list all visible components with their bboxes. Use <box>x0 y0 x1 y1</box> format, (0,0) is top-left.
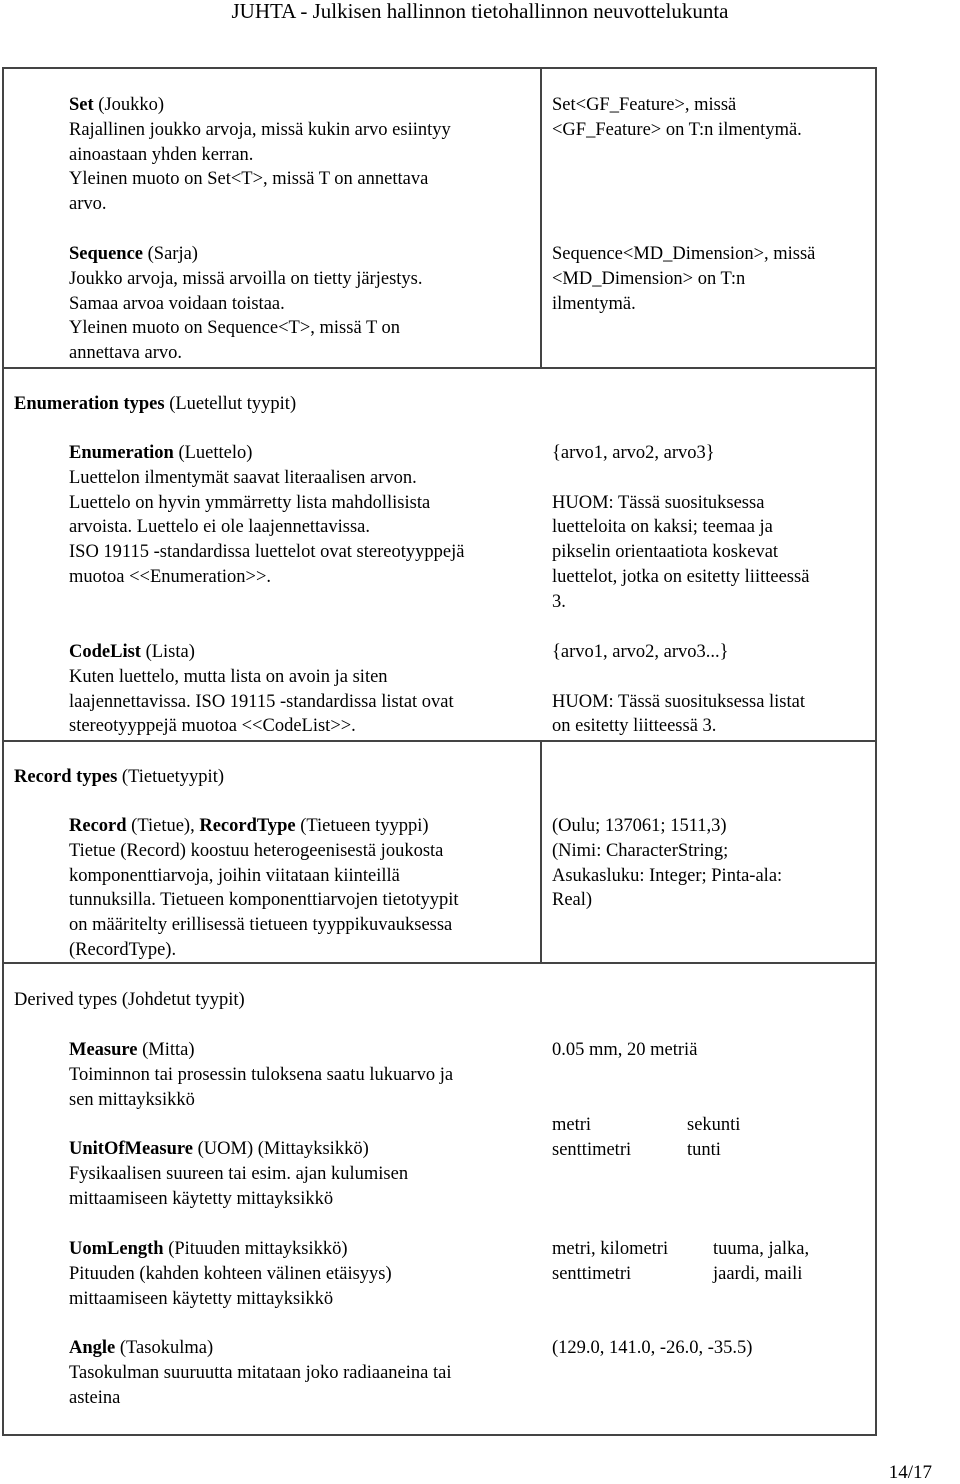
record-definition: Record (Tietue), RecordType (Tietueen tyyppi) Tietue (Record) koostuu heterogeenisestä joukosta komponenttiarvoja, joihin viitataan kiinteillä tunnuksilla. Tietueen komponenttiarvojen tietotyypit on määritelty erillisessä tietueen tyyppikuvauksessa (RecordType). <box>69 816 459 960</box>
page-number: 14/17 <box>888 1462 932 1483</box>
uomlength-term: UomLength <box>69 1239 164 1259</box>
angle-example: (129.0, 141.0, -26.0, -35.5) <box>552 1338 753 1358</box>
uomlength-example-col1: metri, kilometri senttimetri <box>552 1239 669 1284</box>
uomlength-example-col2: tuuma, jalka, jaardi, maili <box>713 1239 810 1284</box>
codelist-example: {arvo1, arvo2, arvo3...} HUOM: Tässä suosituksessa listat on esitetty liitteessä 3. <box>552 642 806 737</box>
record-types-heading: Record types (Tietuetyypit) <box>14 767 224 787</box>
angle-definition: Angle (Tasokulma) Tasokulman suuruutta mitataan joko radiaaneina tai asteina <box>69 1338 452 1408</box>
derived-types-heading: Derived types (Johdetut tyypit) <box>14 990 245 1010</box>
measure-definition: Measure (Mitta) Toiminnon tai prosessin tuloksena saatu lukuarvo ja sen mittayksikkö <box>69 1040 454 1110</box>
uomlength-definition: UomLength (Pituuden mittayksikkö) Pituuden (kahden kohteen välinen etäisyys) mittaamiseen käytetty mittayksikkö <box>69 1239 392 1309</box>
column-divider <box>540 67 542 367</box>
sequence-term: Sequence <box>69 244 143 264</box>
codelist-definition: CodeList (Lista) Kuten luettelo, mutta lista on avoin ja siten laajennettavissa. ISO 19115 -standardissa listat ovat stereotyyppejä muotoa <<CodeList>>. <box>69 642 454 737</box>
uom-term: UnitOfMeasure <box>69 1139 193 1159</box>
column-divider <box>540 740 542 962</box>
enumeration-definition: Enumeration (Luettelo) Luettelon ilmentymät saavat literaalisen arvon. Luettelo on hyvin ymmärretty lista mahdollisista arvoista. Luettelo ei ole laajennettavissa. ISO 19115 -standardissa luettelot ovat stereotyyppejä muotoa <<Enumeration>>. <box>69 443 465 587</box>
uom-example-col2: sekunti tunti <box>687 1115 741 1160</box>
sequence-definition: Sequence (Sarja) Joukko arvoja, missä arvoilla on tietty järjestys. Samaa arvoa voidaan toistaa. Yleinen muoto on Sequence<T>, missä T on annettava arvo. <box>69 244 423 364</box>
set-line: ainoastaan yhden kerran. <box>69 144 254 165</box>
document-header: JUHTA - Julkisen hallinnon tietohallinnon neuvottelukunta <box>231 0 729 23</box>
set-line: arvo. <box>69 194 107 215</box>
set-example: Set<GF_Feature>, missä <GF_Feature> on T:n ilmentymä. <box>552 95 802 140</box>
uom-example-col1: metri senttimetri <box>552 1115 632 1160</box>
recordtype-term: RecordType <box>199 816 296 836</box>
enumeration-term: Enumeration <box>69 443 174 463</box>
set-definition: Set (Joukko) Rajallinen joukko arvoja, missä kukin arvo esiintyy ainoastaan yhden kerran. Yleinen muoto on Set<T>, missä T on annettava arvo. <box>69 93 451 217</box>
set-line: Yleinen muoto on Set<T>, missä T on annettava <box>69 169 429 190</box>
angle-term: Angle <box>69 1338 116 1358</box>
codelist-term: CodeList <box>69 642 141 662</box>
record-example: (Oulu; 137061; 1511,3) (Nimi: CharacterString; Asukasluku: Integer; Pinta-ala: Real) <box>552 816 783 911</box>
set-term: Set <box>69 95 94 115</box>
enumeration-example: {arvo1, arvo2, arvo3} HUOM: Tässä suosituksessa luetteloita on kaksi; teemaa ja pikselin orientaatiota koskevat luettelot, jotka on esitetty liitteessä 3. <box>552 443 810 612</box>
row-divider <box>2 740 877 742</box>
measure-term: Measure <box>69 1040 138 1060</box>
record-term: Record <box>69 816 127 836</box>
uom-definition: UnitOfMeasure (UOM) (Mittayksikkö) Fysikaalisen suureen tai esim. ajan kulumisen mittaamiseen käytetty mittayksikkö <box>69 1139 409 1209</box>
sequence-example: Sequence<MD_Dimension>, missä <MD_Dimension> on T:n ilmentymä. <box>552 244 816 314</box>
measure-example: 0.05 mm, 20 metriä <box>552 1040 698 1060</box>
set-line: Rajallinen joukko arvoja, missä kukin arvo esiintyy <box>69 119 451 140</box>
row-divider <box>2 367 877 369</box>
enumeration-types-heading: Enumeration types (Luetellut tyypit) <box>14 394 297 414</box>
